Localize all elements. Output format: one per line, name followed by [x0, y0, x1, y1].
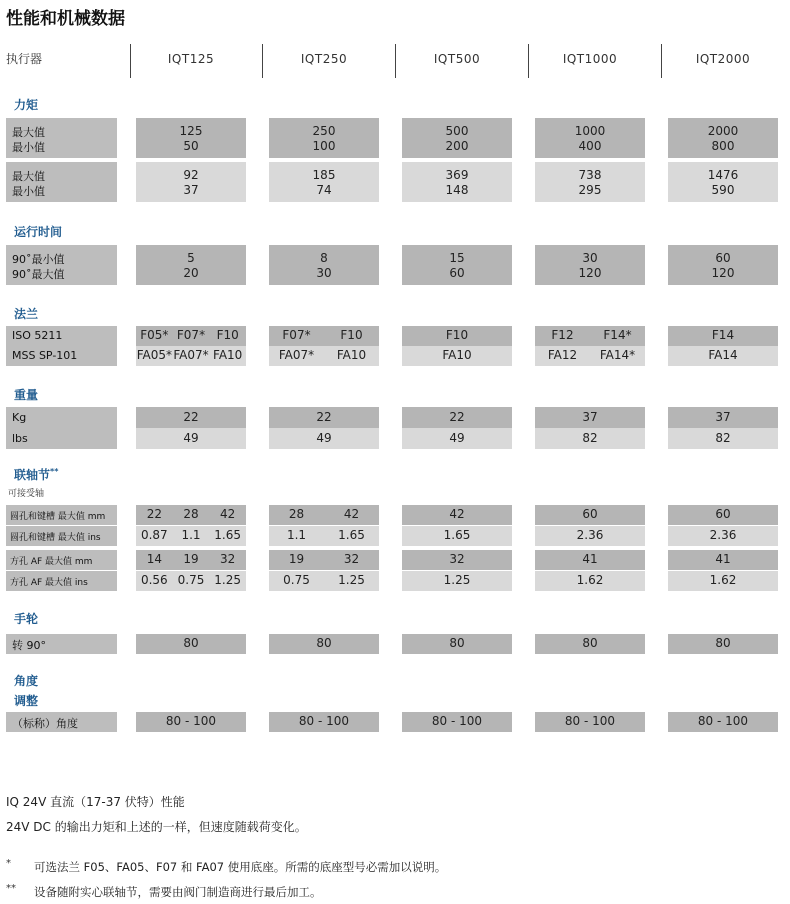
footnote-text-1: 可选法兰 F05、FA05、F07 和 FA07 使用底座。所需的底座型号必需加以说明。	[34, 860, 447, 874]
angle-cell-value: 80 - 100	[298, 714, 350, 728]
weight-cell-value: 82	[582, 430, 598, 445]
flange-row-label-text: MSS SP-101	[12, 349, 78, 362]
coupling-cell-value: 0.56	[140, 573, 168, 587]
coupling-cell	[269, 526, 379, 546]
weight-row-label-text: lbs	[12, 431, 28, 445]
flange-cell	[535, 326, 645, 346]
coupling-cell-value: 42	[343, 507, 360, 521]
flange-cell	[402, 346, 512, 366]
handwheel-cell	[136, 634, 246, 654]
coupling-cell-value: 2.36	[709, 528, 737, 542]
column-header-iqt500: IQT500	[433, 52, 481, 66]
coupling-cell	[402, 505, 512, 525]
runtime-cell-value: 60	[449, 266, 465, 280]
coupling-cell-value: 1.62	[709, 573, 737, 587]
weight-cell	[269, 407, 379, 428]
torque-row-label	[6, 162, 117, 202]
flange-cell	[668, 346, 778, 366]
handwheel-cell	[535, 634, 645, 654]
footnote-mark-2: **	[6, 883, 16, 894]
torque-cell-value: 369	[445, 168, 469, 182]
section-weight: 重量	[14, 388, 39, 402]
torque-cell	[535, 118, 645, 158]
weight-cell	[535, 407, 645, 428]
coupling-cell-value: 60	[715, 507, 731, 521]
runtime-cell-value: 8	[320, 251, 328, 265]
coupling-cell-value: 41	[715, 552, 731, 566]
torque-cell-value: 100	[312, 139, 336, 153]
coupling-cell-value: 60	[582, 507, 598, 521]
torque-cell-value: 590	[711, 183, 735, 197]
flange-cell	[668, 326, 778, 346]
torque-row-label-text: 最大值	[12, 126, 45, 139]
flange-cell-value: F10	[445, 328, 469, 342]
flange-cell-value: F07*	[176, 328, 206, 342]
coupling-cell	[535, 505, 645, 525]
torque-cell-value: 74	[316, 183, 332, 197]
torque-cell-value: 125	[179, 124, 203, 138]
coupling-cell	[136, 571, 246, 591]
handwheel-cell-value: 80	[316, 636, 332, 650]
flange-cell-value: FA07*	[278, 348, 315, 362]
coupling-cell-value: 42	[220, 507, 236, 521]
coupling-cell	[136, 550, 246, 570]
coupling-cell	[136, 505, 246, 525]
angle-cell	[402, 712, 512, 732]
flange-cell-value: FA10	[213, 348, 243, 362]
runtime-cell-value: 15	[449, 251, 465, 265]
flange-cell-value: FA14	[708, 348, 738, 362]
weight-row-label	[6, 407, 117, 428]
coupling-cell-value: 1.65	[338, 528, 365, 542]
weight-cell	[535, 428, 645, 449]
coupling-cell-value: 32	[220, 552, 236, 566]
coupling-cell	[136, 526, 246, 546]
weight-cell-value: 22	[449, 409, 465, 424]
flange-cell-value: FA10	[442, 348, 472, 362]
flange-cell-value: F07*	[282, 328, 311, 342]
coupling-row-label	[6, 505, 117, 525]
flange-cell	[269, 346, 379, 366]
section-coupling	[14, 466, 58, 483]
coupling-cell-value: 1.1	[181, 528, 201, 542]
torque-cell	[136, 118, 246, 158]
footnote-text-2: 设备随附实心联轴节，需要由阀门制造商进行最后加工。	[34, 885, 322, 899]
weight-cell	[402, 407, 512, 428]
torque-cell	[269, 162, 379, 202]
angle-row-label-text: （标称）角度	[12, 717, 78, 730]
runtime-cell-value: 30	[316, 266, 332, 280]
weight-cell	[136, 428, 246, 449]
coupling-cell-value: 22	[146, 507, 162, 521]
coupling-cell-value: 1.1	[286, 528, 307, 542]
coupling-row-label-text: 圆孔和键槽 最大值 ins	[10, 533, 101, 543]
flange-cell	[535, 346, 645, 366]
torque-cell	[269, 118, 379, 158]
weight-row-label-text: Kg	[12, 410, 27, 424]
angle-cell-value: 80 - 100	[165, 714, 217, 728]
flange-cell-value: F12	[551, 328, 574, 342]
weight-cell-value: 22	[183, 409, 199, 424]
column-divider	[528, 44, 529, 78]
weight-cell	[668, 407, 778, 428]
weight-cell-value: 37	[582, 409, 598, 424]
coupling-row-label	[6, 571, 117, 591]
column-divider	[262, 44, 263, 78]
weight-cell-value: 37	[715, 409, 731, 424]
coupling-row-label-text: 圆孔和键槽 最大值 mm	[10, 512, 106, 522]
column-divider	[661, 44, 662, 78]
weight-cell-value: 49	[183, 430, 199, 445]
coupling-cell-value: 1.65	[214, 528, 242, 542]
coupling-cell-value: 1.25	[214, 573, 242, 587]
coupling-cell-value: 32	[449, 552, 465, 566]
coupling-cell	[269, 571, 379, 591]
runtime-cell-value: 120	[578, 266, 602, 280]
coupling-cell-value: 0.75	[283, 573, 310, 587]
flange-cell	[269, 326, 379, 346]
coupling-cell	[668, 571, 778, 591]
coupling-row-label	[6, 526, 117, 546]
flange-cell-value: F10	[216, 328, 239, 342]
runtime-cell-value: 5	[187, 251, 195, 265]
torque-cell-value: 2000	[707, 124, 739, 138]
section-torque: 力矩	[14, 98, 39, 112]
runtime-cell	[535, 245, 645, 285]
runtime-cell-value: 120	[711, 266, 735, 280]
flange-cell	[136, 346, 246, 366]
flange-cell-value: FA05*	[136, 348, 172, 362]
column-divider	[395, 44, 396, 78]
weight-cell	[668, 428, 778, 449]
coupling-cell-value: 1.25	[443, 573, 471, 587]
torque-cell-value: 92	[183, 168, 199, 182]
coupling-note: 可接受轴	[8, 489, 45, 499]
angle-cell	[269, 712, 379, 732]
section-adjust: 调整	[14, 694, 39, 708]
page-title: 性能和机械数据	[6, 9, 125, 29]
torque-cell-value: 185	[312, 168, 336, 182]
torque-cell	[136, 162, 246, 202]
section-handwheel: 手轮	[14, 612, 39, 626]
coupling-cell-value: 32	[343, 552, 360, 566]
coupling-cell-value: 28	[183, 507, 199, 521]
handwheel-cell	[269, 634, 379, 654]
flange-cell-value: F14	[711, 328, 735, 342]
section-angle: 角度	[14, 674, 39, 688]
actuator-header-label: 执行器	[6, 52, 43, 66]
column-header-iqt1000: IQT1000	[562, 52, 618, 66]
flange-row-label	[6, 346, 117, 366]
section-coupling-text: 联轴节	[14, 468, 51, 482]
torque-cell-value: 148	[445, 183, 469, 197]
handwheel-cell-value: 80	[183, 636, 199, 650]
angle-cell-value: 80 - 100	[564, 714, 616, 728]
dc-performance-title: IQ 24V 直流（17-37 伏特）性能	[6, 795, 185, 809]
weight-cell-value: 49	[449, 430, 465, 445]
runtime-cell	[136, 245, 246, 285]
torque-row-label-text: 最小值	[12, 141, 45, 154]
torque-row-label	[6, 118, 117, 158]
coupling-row-label-text: 方孔 AF 最大值 ins	[10, 578, 88, 588]
column-header-iqt2000: IQT2000	[695, 52, 751, 66]
coupling-row-label-text: 方孔 AF 最大值 mm	[10, 557, 93, 567]
flange-cell-value: F14*	[603, 328, 632, 342]
coupling-cell	[269, 550, 379, 570]
footnote-mark-1: *	[6, 858, 11, 869]
angle-row-label	[6, 712, 117, 732]
section-flange: 法兰	[14, 307, 39, 321]
torque-cell-value: 500	[445, 124, 469, 138]
coupling-cell	[269, 505, 379, 525]
coupling-cell-value: 41	[582, 552, 598, 566]
coupling-cell-value: 1.25	[338, 573, 365, 587]
flange-row-label	[6, 326, 117, 346]
coupling-cell-value: 19	[288, 552, 305, 566]
flange-cell-value: FA14*	[599, 348, 636, 362]
coupling-cell-value: 2.36	[576, 528, 604, 542]
torque-cell	[668, 162, 778, 202]
runtime-cell-value: 30	[582, 251, 598, 265]
weight-cell	[136, 407, 246, 428]
flange-cell	[136, 326, 246, 346]
weight-cell-value: 82	[715, 430, 731, 445]
torque-cell-value: 295	[578, 183, 602, 197]
torque-cell-value: 200	[445, 139, 469, 153]
dc-performance-text: 24V DC 的输出力矩和上述的一样，但速度随载荷变化。	[6, 820, 307, 834]
handwheel-cell-value: 80	[449, 636, 465, 650]
coupling-cell-value: 14	[146, 552, 162, 566]
angle-cell	[535, 712, 645, 732]
runtime-cell	[668, 245, 778, 285]
weight-cell	[269, 428, 379, 449]
coupling-cell	[402, 526, 512, 546]
torque-cell	[402, 118, 512, 158]
runtime-cell-value: 60	[715, 251, 731, 265]
runtime-cell	[402, 245, 512, 285]
flange-cell	[402, 326, 512, 346]
coupling-cell	[668, 526, 778, 546]
angle-cell-value: 80 - 100	[697, 714, 749, 728]
flange-cell-value: F05*	[140, 328, 169, 342]
angle-cell-value: 80 - 100	[431, 714, 483, 728]
column-header-iqt250: IQT250	[300, 52, 348, 66]
weight-cell	[402, 428, 512, 449]
coupling-cell-value: 0.87	[140, 528, 168, 542]
column-divider	[130, 44, 131, 78]
handwheel-cell	[402, 634, 512, 654]
flange-cell-value: F10	[340, 328, 363, 342]
coupling-cell	[402, 550, 512, 570]
coupling-cell-value: 1.65	[443, 528, 471, 542]
runtime-row-label-text: 90˚最小值	[12, 253, 65, 266]
coupling-row-label	[6, 550, 117, 570]
handwheel-cell	[668, 634, 778, 654]
flange-row-label-text: ISO 5211	[12, 329, 63, 342]
flange-cell-value: FA12	[547, 348, 578, 362]
torque-cell	[535, 162, 645, 202]
torque-cell-value: 50	[183, 139, 199, 153]
torque-cell-value: 800	[711, 139, 735, 153]
torque-cell-value: 400	[578, 139, 602, 153]
coupling-cell	[402, 571, 512, 591]
column-header-iqt125: IQT125	[167, 52, 215, 66]
torque-row-label-text: 最大值	[12, 170, 45, 183]
handwheel-row-label-text: 转 90°	[12, 639, 46, 652]
section-coupling-footnote-mark: **	[50, 467, 59, 476]
handwheel-cell-value: 80	[582, 636, 598, 650]
section-runtime: 运行时间	[14, 225, 63, 239]
coupling-cell	[535, 526, 645, 546]
angle-cell	[668, 712, 778, 732]
coupling-cell-value: 19	[183, 552, 199, 566]
torque-cell	[402, 162, 512, 202]
handwheel-cell-value: 80	[715, 636, 731, 650]
torque-cell-value: 738	[578, 168, 602, 182]
handwheel-row-label	[6, 634, 117, 654]
torque-cell	[668, 118, 778, 158]
coupling-cell-value: 0.75	[177, 573, 205, 587]
torque-row-label-text: 最小值	[12, 185, 45, 198]
runtime-row-label	[6, 245, 117, 285]
torque-cell-value: 250	[312, 124, 336, 138]
flange-cell-value: FA07*	[173, 348, 209, 362]
coupling-cell	[668, 505, 778, 525]
coupling-cell	[668, 550, 778, 570]
runtime-row-label-text: 90˚最大值	[12, 268, 65, 281]
runtime-cell	[269, 245, 379, 285]
torque-cell-value: 37	[183, 183, 199, 197]
coupling-cell-value: 1.62	[576, 573, 604, 587]
coupling-cell-value: 28	[288, 507, 305, 521]
flange-cell-value: FA10	[336, 348, 367, 362]
weight-cell-value: 22	[316, 409, 332, 424]
runtime-cell-value: 20	[183, 266, 199, 280]
coupling-cell	[535, 550, 645, 570]
torque-cell-value: 1476	[707, 168, 739, 182]
weight-cell-value: 49	[316, 430, 332, 445]
weight-row-label	[6, 428, 117, 449]
coupling-cell-value: 42	[449, 507, 465, 521]
torque-cell-value: 1000	[574, 124, 606, 138]
angle-cell	[136, 712, 246, 732]
coupling-cell	[535, 571, 645, 591]
